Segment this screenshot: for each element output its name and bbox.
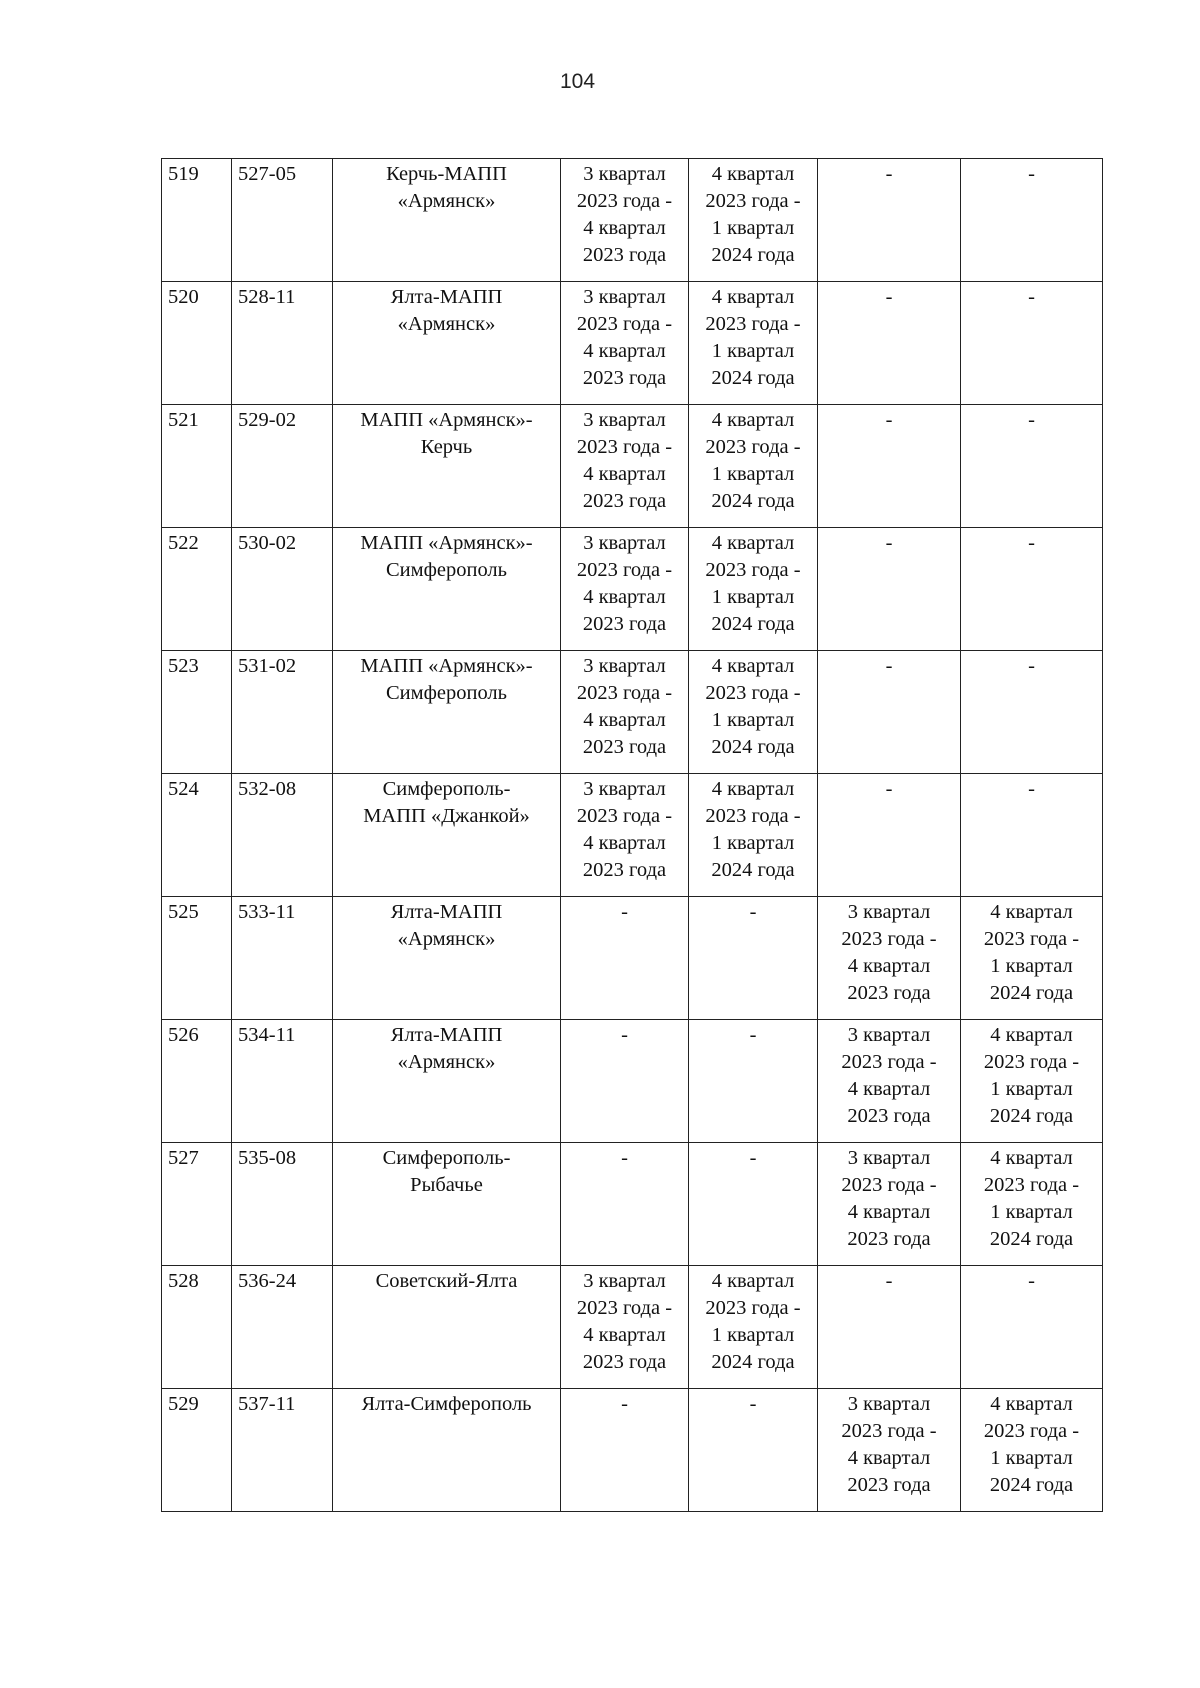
cell-text: 528-11 bbox=[238, 286, 296, 308]
cell-text-line: 2023 года - bbox=[705, 559, 801, 581]
cell-text-line: 1 квартал bbox=[990, 1201, 1073, 1223]
route-name-cell bbox=[333, 1020, 561, 1143]
cell-text-line: - bbox=[885, 1270, 893, 1292]
cell-text-line: 1 квартал bbox=[711, 1324, 795, 1346]
period-1-cell bbox=[561, 405, 689, 528]
route-name-cell bbox=[333, 282, 561, 405]
cell-text-line: 2023 года - bbox=[841, 1174, 937, 1196]
period-3-cell bbox=[818, 282, 961, 405]
cell-text: 527-05 bbox=[238, 163, 297, 185]
period-1-cell bbox=[561, 897, 689, 1020]
period-3-cell bbox=[818, 1266, 961, 1389]
route-name-cell bbox=[333, 651, 561, 774]
cell-text-line: Ялта-Симферополь bbox=[361, 1393, 532, 1415]
row-number-cell bbox=[162, 405, 232, 528]
cell-text-line: - bbox=[749, 1147, 757, 1169]
cell-text: 525 bbox=[168, 901, 199, 923]
row-number-cell bbox=[162, 1389, 232, 1512]
cell-text-line: 2023 года - bbox=[576, 805, 673, 827]
table-body bbox=[162, 159, 1103, 1512]
cell-text-line: - bbox=[1028, 778, 1035, 800]
cell-text-line: - bbox=[749, 901, 757, 923]
cell-text-line: - bbox=[621, 1393, 628, 1415]
cell-text-line: 2023 года bbox=[847, 1228, 931, 1250]
cell-text-line: 1 квартал bbox=[990, 1447, 1073, 1469]
cell-text-line: - bbox=[885, 655, 893, 677]
row-number-cell bbox=[162, 1266, 232, 1389]
cell-text-line: 2023 года bbox=[582, 244, 667, 266]
route-code-cell bbox=[232, 897, 333, 1020]
cell-text-line: 4 квартал bbox=[711, 778, 795, 800]
cell-text-line: - bbox=[885, 532, 893, 554]
cell-text-line: 4 квартал bbox=[583, 709, 666, 731]
cell-text-line: 4 квартал bbox=[583, 1324, 666, 1346]
cell-text-line: Симферополь- bbox=[382, 1147, 511, 1169]
table-row bbox=[162, 897, 1103, 1020]
cell-text-line: 3 квартал bbox=[583, 532, 666, 554]
period-3-cell bbox=[818, 528, 961, 651]
cell-text-line: 2024 года bbox=[989, 982, 1074, 1004]
cell-text-line: 2023 года - bbox=[841, 928, 937, 950]
cell-text-line: 2023 года bbox=[847, 1474, 931, 1496]
cell-text-line: 1 квартал bbox=[711, 832, 795, 854]
row-number-cell bbox=[162, 897, 232, 1020]
route-code-cell bbox=[232, 1143, 333, 1266]
route-name-cell bbox=[333, 159, 561, 282]
cell-text-line: - bbox=[621, 1024, 628, 1046]
route-code-cell bbox=[232, 1266, 333, 1389]
cell-text-line: 2023 года - bbox=[983, 1174, 1080, 1196]
cell-text-line: Ялта-МАПП bbox=[390, 1024, 503, 1046]
cell-text-line: Керчь-МАПП bbox=[386, 163, 507, 185]
cell-text-line: 2024 года bbox=[989, 1474, 1074, 1496]
cell-text-line: 2023 года - bbox=[576, 190, 673, 212]
cell-text-line: Рыбачье bbox=[410, 1174, 483, 1196]
cell-text-line: 1 квартал bbox=[990, 1078, 1073, 1100]
page-number: 104 bbox=[559, 70, 596, 93]
cell-text-line: «Армянск» bbox=[397, 313, 496, 335]
cell-text-line: 2024 года bbox=[989, 1228, 1074, 1250]
period-4-cell bbox=[961, 282, 1103, 405]
cell-text-line: - bbox=[1028, 409, 1035, 431]
cell-text-line: 2023 года - bbox=[576, 1297, 673, 1319]
cell-text-line: Симферополь- bbox=[382, 778, 511, 800]
route-code-cell bbox=[232, 1389, 333, 1512]
cell-text-line: Керчь bbox=[420, 436, 473, 458]
cell-text-line: 4 квартал bbox=[847, 1201, 931, 1223]
route-name-cell bbox=[333, 405, 561, 528]
cell-text: 519 bbox=[168, 163, 199, 185]
period-2-cell bbox=[689, 1020, 818, 1143]
period-2-cell bbox=[689, 282, 818, 405]
period-1-cell bbox=[561, 651, 689, 774]
row-number-cell bbox=[162, 528, 232, 651]
route-name-cell bbox=[333, 1266, 561, 1389]
cell-text-line: 2023 года - bbox=[983, 1420, 1080, 1442]
period-2-cell bbox=[689, 774, 818, 897]
period-1-cell bbox=[561, 159, 689, 282]
cell-text: 530-02 bbox=[238, 532, 297, 554]
route-name-cell bbox=[333, 774, 561, 897]
route-code-cell bbox=[232, 405, 333, 528]
cell-text: 526 bbox=[168, 1024, 199, 1046]
cell-text: 536-24 bbox=[238, 1270, 297, 1292]
cell-text: 533-11 bbox=[238, 901, 296, 923]
period-3-cell bbox=[818, 1020, 961, 1143]
cell-text: 531-02 bbox=[238, 655, 297, 677]
cell-text-line: - bbox=[1028, 286, 1035, 308]
cell-text-line: 4 квартал bbox=[711, 655, 795, 677]
period-1-cell bbox=[561, 1266, 689, 1389]
route-code-cell bbox=[232, 774, 333, 897]
cell-text-line: 1 квартал bbox=[711, 586, 795, 608]
cell-text-line: 3 квартал bbox=[583, 286, 666, 308]
period-2-cell bbox=[689, 897, 818, 1020]
cell-text-line: 2024 года bbox=[711, 613, 795, 635]
table-row bbox=[162, 1143, 1103, 1266]
period-1-cell bbox=[561, 774, 689, 897]
cell-text-line: - bbox=[885, 286, 893, 308]
row-number-cell bbox=[162, 159, 232, 282]
cell-text-line: 2024 года bbox=[711, 367, 795, 389]
cell-text: 529 bbox=[168, 1393, 199, 1415]
cell-text-line: «Армянск» bbox=[397, 1051, 496, 1073]
cell-text-line: - bbox=[885, 163, 893, 185]
period-2-cell bbox=[689, 1143, 818, 1266]
route-code-cell bbox=[232, 159, 333, 282]
period-4-cell bbox=[961, 651, 1103, 774]
cell-text: 527 bbox=[168, 1147, 199, 1169]
cell-text-line: 2024 года bbox=[711, 244, 795, 266]
route-name-cell bbox=[333, 1389, 561, 1512]
cell-text-line: 2023 года bbox=[582, 736, 667, 758]
cell-text-line: 4 квартал bbox=[711, 286, 795, 308]
cell-text-line: 2023 года bbox=[582, 613, 667, 635]
table-row bbox=[162, 282, 1103, 405]
cell-text-line: 2023 года bbox=[582, 859, 667, 881]
route-code-cell bbox=[232, 651, 333, 774]
cell-text-line: - bbox=[1028, 1270, 1035, 1292]
cell-text-line: 2023 года - bbox=[705, 190, 801, 212]
cell-text-line: 4 квартал bbox=[990, 901, 1073, 923]
cell-text-line: 3 квартал bbox=[847, 1147, 931, 1169]
cell-text-line: - bbox=[1028, 655, 1035, 677]
cell-text-line: «Армянск» bbox=[397, 190, 496, 212]
cell-text-line: 4 квартал bbox=[711, 163, 795, 185]
period-4-cell bbox=[961, 1020, 1103, 1143]
cell-text-line: МАПП «Армянск»- bbox=[360, 532, 533, 554]
cell-text-line: 2023 года - bbox=[576, 436, 673, 458]
cell-text-line: 2023 года - bbox=[841, 1420, 937, 1442]
cell-text-line: «Армянск» bbox=[397, 928, 496, 950]
table-row bbox=[162, 1389, 1103, 1512]
cell-text: 529-02 bbox=[238, 409, 297, 431]
period-3-cell bbox=[818, 159, 961, 282]
cell-text-line: 4 квартал bbox=[583, 832, 666, 854]
cell-text-line: 2023 года bbox=[582, 367, 667, 389]
cell-text-line: 2023 года - bbox=[705, 805, 801, 827]
cell-text-line: 2024 года bbox=[711, 859, 795, 881]
cell-text-line: 4 квартал bbox=[583, 340, 666, 362]
cell-text-line: - bbox=[749, 1024, 757, 1046]
cell-text-line: 3 квартал bbox=[847, 1024, 931, 1046]
period-2-cell bbox=[689, 651, 818, 774]
cell-text-line: - bbox=[885, 409, 893, 431]
cell-text-line: 2023 года - bbox=[705, 436, 801, 458]
cell-text-line: - bbox=[885, 778, 893, 800]
cell-text-line: 4 квартал bbox=[711, 532, 795, 554]
cell-text-line: 3 квартал bbox=[583, 778, 666, 800]
period-2-cell bbox=[689, 528, 818, 651]
period-3-cell bbox=[818, 405, 961, 528]
row-number-cell bbox=[162, 651, 232, 774]
cell-text-line: Ялта-МАПП bbox=[390, 286, 503, 308]
cell-text-line: Ялта-МАПП bbox=[390, 901, 503, 923]
period-3-cell bbox=[818, 1143, 961, 1266]
table-row bbox=[162, 1266, 1103, 1389]
cell-text-line: 2024 года bbox=[711, 490, 795, 512]
route-code-cell bbox=[232, 282, 333, 405]
cell-text-line: 3 квартал bbox=[583, 1270, 666, 1292]
cell-text-line: 2023 года - bbox=[705, 313, 801, 335]
cell-text-line: - bbox=[621, 901, 628, 923]
cell-text-line: 4 квартал bbox=[583, 217, 666, 239]
cell-text-line: 4 квартал bbox=[990, 1024, 1073, 1046]
period-4-cell bbox=[961, 1389, 1103, 1512]
table-row bbox=[162, 405, 1103, 528]
cell-text-line: 2023 года - bbox=[576, 682, 673, 704]
cell-text-line: - bbox=[749, 1393, 757, 1415]
period-4-cell bbox=[961, 774, 1103, 897]
cell-text-line: 4 квартал bbox=[990, 1147, 1073, 1169]
period-3-cell bbox=[818, 774, 961, 897]
period-4-cell bbox=[961, 897, 1103, 1020]
period-4-cell bbox=[961, 1143, 1103, 1266]
cell-text-line: 2023 года bbox=[847, 1105, 931, 1127]
route-code-cell bbox=[232, 528, 333, 651]
cell-text: 522 bbox=[168, 532, 199, 554]
table-row bbox=[162, 159, 1103, 282]
cell-text-line: МАПП «Джанкой» bbox=[363, 805, 530, 827]
cell-text: 534-11 bbox=[238, 1024, 296, 1046]
period-2-cell bbox=[689, 1389, 818, 1512]
cell-text-line: 2023 года - bbox=[576, 313, 673, 335]
cell-text-line: 1 квартал bbox=[711, 463, 795, 485]
period-4-cell bbox=[961, 405, 1103, 528]
cell-text-line: 3 квартал bbox=[583, 409, 666, 431]
cell-text-line: 2023 года - bbox=[705, 682, 801, 704]
cell-text-line: 1 квартал bbox=[711, 217, 795, 239]
table-row bbox=[162, 528, 1103, 651]
row-number-cell bbox=[162, 1020, 232, 1143]
period-3-cell bbox=[818, 897, 961, 1020]
cell-text-line: 3 квартал bbox=[583, 655, 666, 677]
route-name-cell bbox=[333, 528, 561, 651]
cell-text-line: 2024 года bbox=[711, 1351, 795, 1373]
cell-text-line: 2023 года bbox=[582, 490, 667, 512]
cell-text-line: 1 квартал bbox=[711, 340, 795, 362]
cell-text-line: 4 квартал bbox=[990, 1393, 1073, 1415]
period-4-cell bbox=[961, 528, 1103, 651]
cell-text-line: 4 квартал bbox=[583, 463, 666, 485]
cell-text-line: 2023 года - bbox=[983, 1051, 1080, 1073]
period-2-cell bbox=[689, 159, 818, 282]
cell-text: 535-08 bbox=[238, 1147, 297, 1169]
period-4-cell bbox=[961, 1266, 1103, 1389]
cell-text-line: 1 квартал bbox=[711, 709, 795, 731]
cell-text-line: - bbox=[1028, 163, 1035, 185]
period-1-cell bbox=[561, 1143, 689, 1266]
cell-text: 537-11 bbox=[238, 1393, 296, 1415]
cell-text-line: Симферополь bbox=[385, 682, 508, 704]
period-3-cell bbox=[818, 1389, 961, 1512]
table-row bbox=[162, 774, 1103, 897]
cell-text: 520 bbox=[168, 286, 199, 308]
cell-text-line: - bbox=[621, 1147, 628, 1169]
cell-text-line: 4 квартал bbox=[583, 586, 666, 608]
cell-text-line: 2023 года - bbox=[705, 1297, 801, 1319]
cell-text-line: 2024 года bbox=[989, 1105, 1074, 1127]
cell-text: 524 bbox=[168, 778, 199, 800]
cell-text-line: 3 квартал bbox=[847, 901, 931, 923]
cell-text: 523 bbox=[168, 655, 199, 677]
period-1-cell bbox=[561, 528, 689, 651]
row-number-cell bbox=[162, 1143, 232, 1266]
cell-text-line: 4 квартал bbox=[847, 1447, 931, 1469]
cell-text-line: 3 квартал bbox=[583, 163, 666, 185]
cell-text-line: Симферополь bbox=[385, 559, 508, 581]
cell-text-line: 2023 года bbox=[847, 982, 931, 1004]
cell-text-line: МАПП «Армянск»- bbox=[360, 655, 533, 677]
cell-text-line: - bbox=[1028, 532, 1035, 554]
cell-text-line: 4 квартал bbox=[711, 409, 795, 431]
cell-text-line: 1 квартал bbox=[990, 955, 1073, 977]
period-1-cell bbox=[561, 1389, 689, 1512]
period-4-cell bbox=[961, 159, 1103, 282]
period-2-cell bbox=[689, 1266, 818, 1389]
routes-table bbox=[161, 158, 1103, 1512]
period-2-cell bbox=[689, 405, 818, 528]
cell-text-line: Советский-Ялта bbox=[375, 1270, 518, 1292]
row-number-cell bbox=[162, 282, 232, 405]
cell-text-line: 2023 года bbox=[582, 1351, 667, 1373]
route-name-cell bbox=[333, 1143, 561, 1266]
cell-text-line: 4 квартал bbox=[711, 1270, 795, 1292]
cell-text-line: 2023 года - bbox=[983, 928, 1080, 950]
period-3-cell bbox=[818, 651, 961, 774]
cell-text: 532-08 bbox=[238, 778, 297, 800]
cell-text-line: МАПП «Армянск»- bbox=[360, 409, 533, 431]
cell-text-line: 4 квартал bbox=[847, 1078, 931, 1100]
period-1-cell bbox=[561, 282, 689, 405]
period-1-cell bbox=[561, 1020, 689, 1143]
route-name-cell bbox=[333, 897, 561, 1020]
cell-text-line: 2023 года - bbox=[841, 1051, 937, 1073]
cell-text: 521 bbox=[168, 409, 199, 431]
cell-text-line: 2023 года - bbox=[576, 559, 673, 581]
route-code-cell bbox=[232, 1020, 333, 1143]
cell-text-line: 4 квартал bbox=[847, 955, 931, 977]
cell-text: 528 bbox=[168, 1270, 199, 1292]
row-number-cell bbox=[162, 774, 232, 897]
cell-text-line: 3 квартал bbox=[847, 1393, 931, 1415]
table-row bbox=[162, 651, 1103, 774]
table-row bbox=[162, 1020, 1103, 1143]
cell-text-line: 2024 года bbox=[711, 736, 795, 758]
